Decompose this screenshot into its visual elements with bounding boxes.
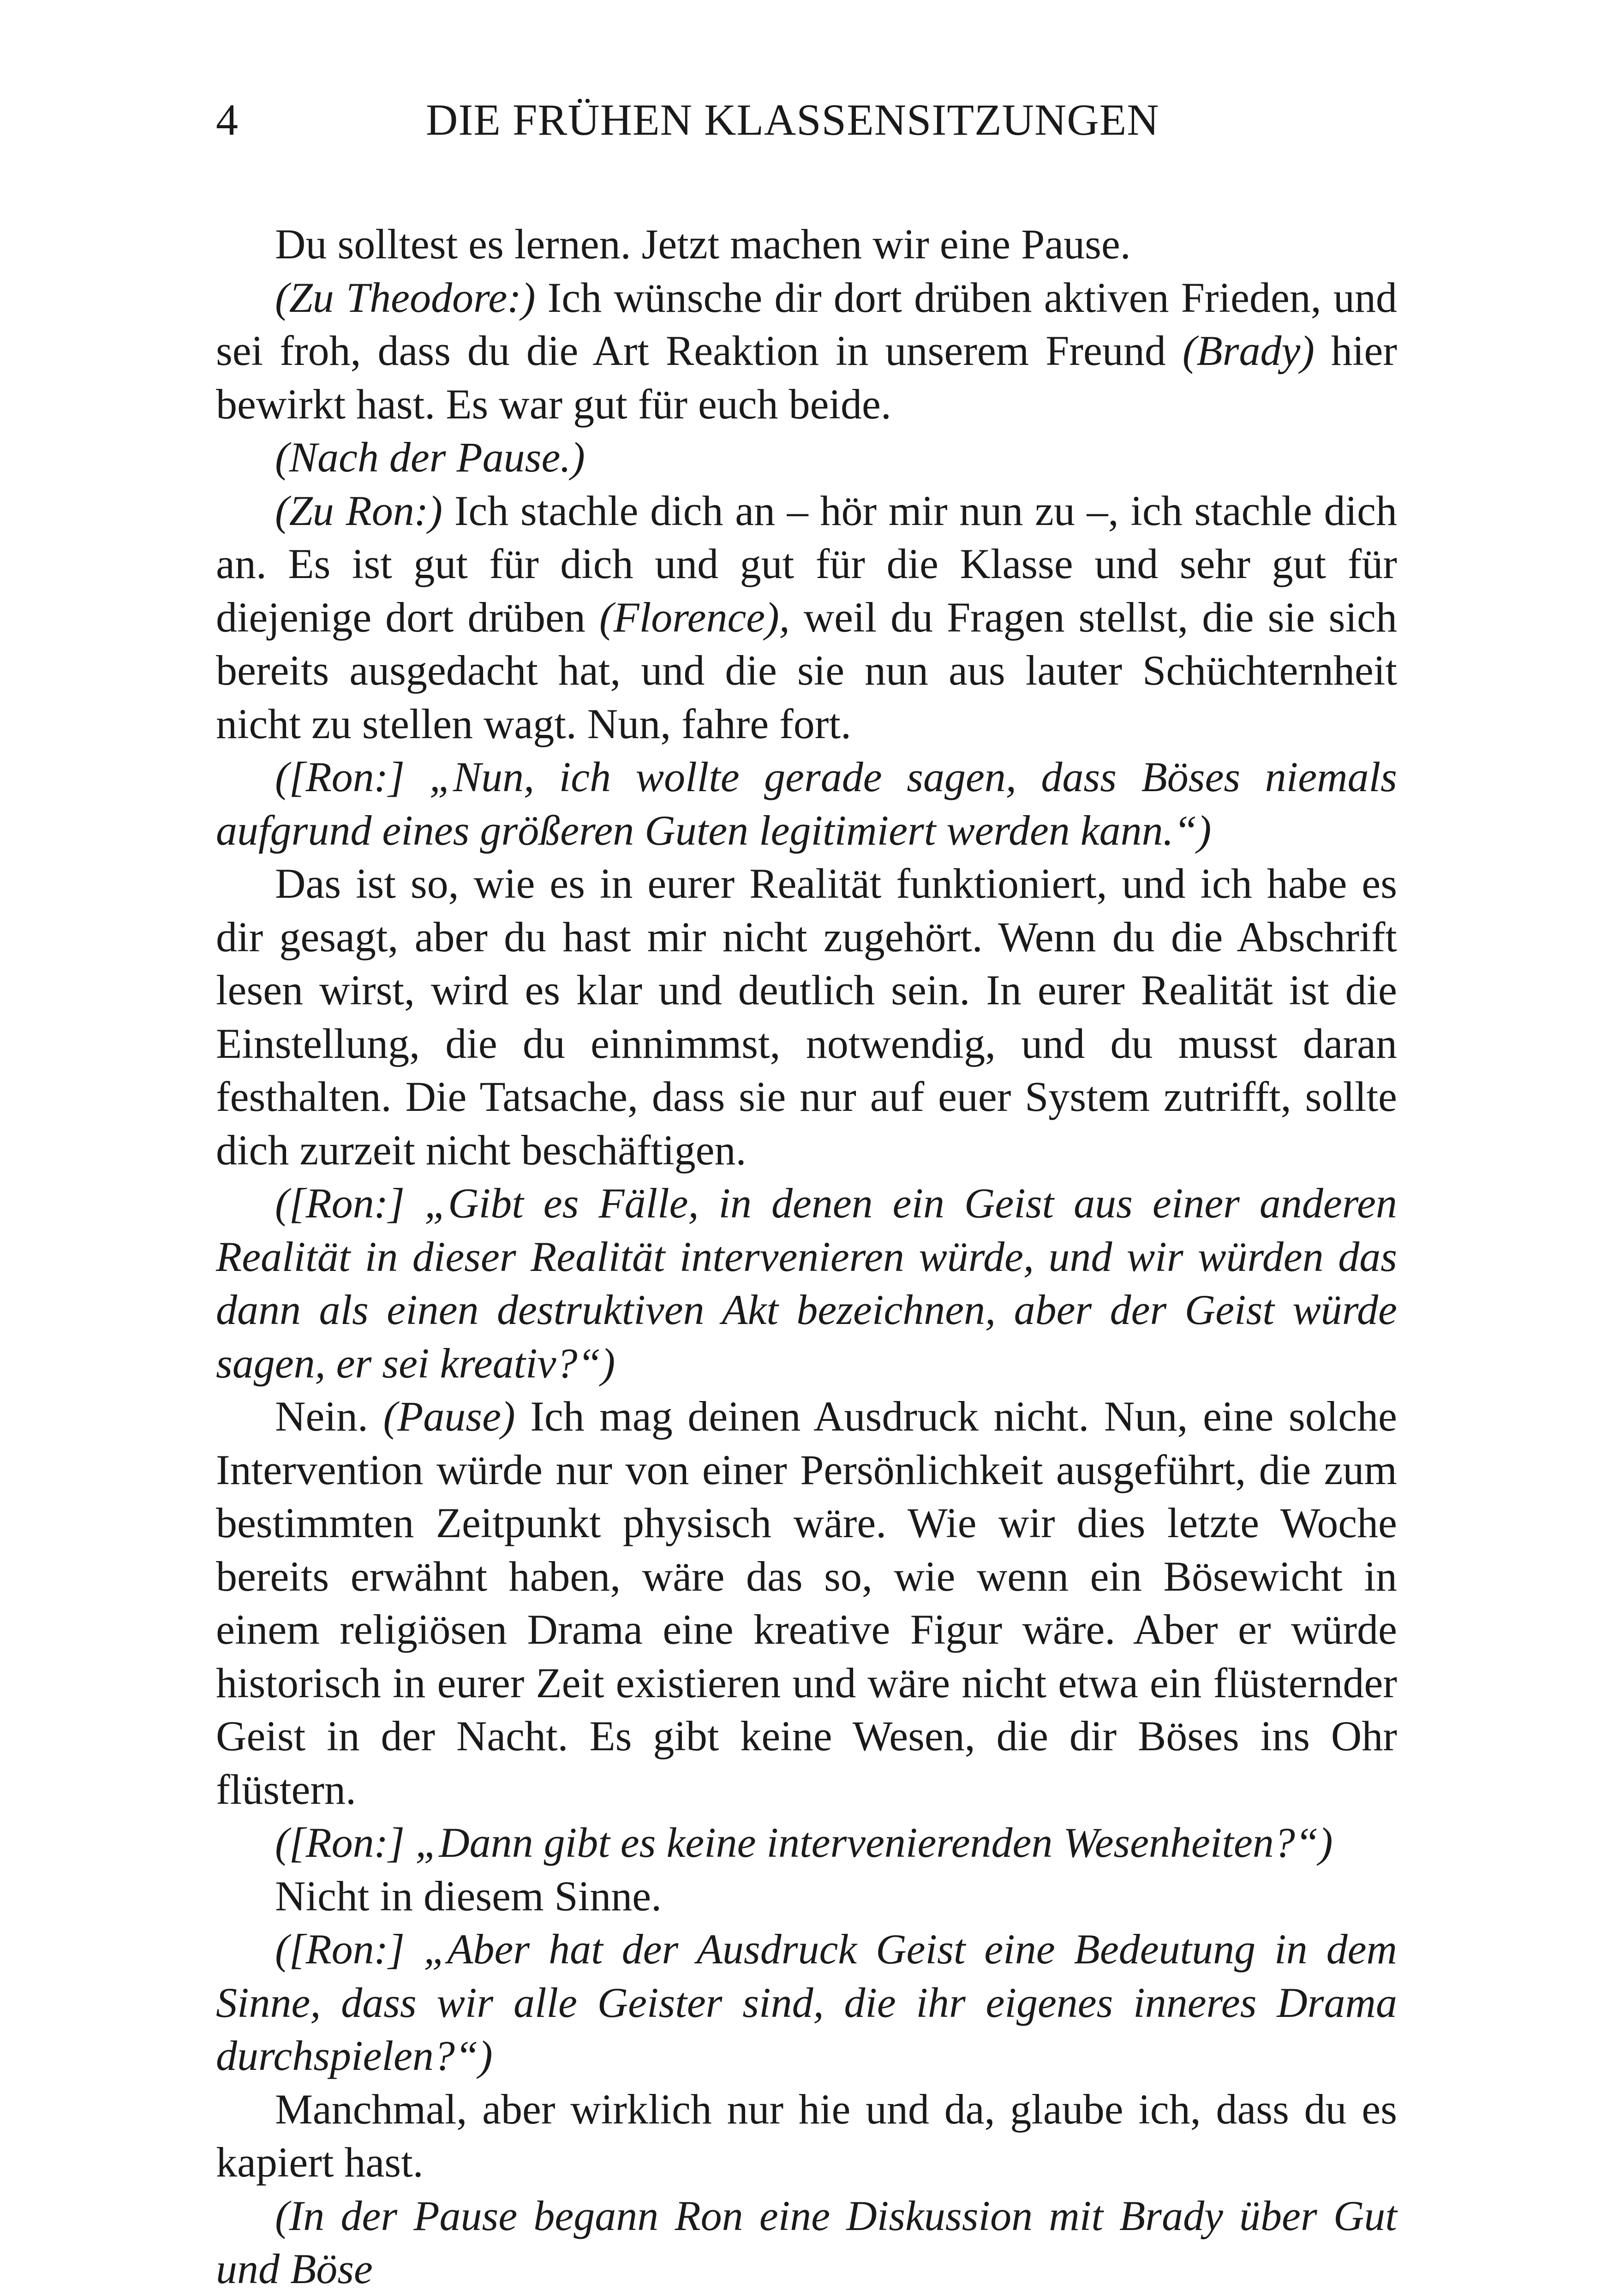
stage-direction-paragraph: (In der Pause begann Ron eine Diskussion mit Brady über Gut und Böse	[216, 2192, 1397, 2292]
question-paragraph: ([Ron:] „Nun, ich wollte gerade sagen, dass Böses niemals aufgrund eines größeren Guten legitimiert werden kann.“)	[216, 753, 1397, 854]
running-head: DIE FRÜHEN KLASSENSITZUNGEN	[426, 95, 1159, 144]
paragraph: (Zu Theodore:) Ich wünsche dir dort drüben aktiven Frieden, und sei froh, dass du die Art Reaktion in unserem Freund (Brady) hier bewirkt hast. Es war gut für euch beide.	[216, 274, 1397, 428]
stage-direction: (Zu Theodore:)	[275, 274, 536, 321]
paragraph: Das ist so, wie es in eurer Realität funktioniert, und ich habe es dir gesagt, aber du hast mir nicht zugehört. Wenn du die Abschrift lesen wirst, wird es klar und deutlich sein. In eurer Realität ist die Einstellung, die du einnimmst, notwendig, und du musst daran festhalten. Die Tatsache, dass sie nur auf euer System zutrifft, sollte dich zurzeit nicht beschäftigen.	[216, 860, 1397, 1174]
paragraph: (Zu Ron:) Ich stachle dich an – hör mir nun zu –, ich stachle dich an. Es ist gut für dich und gut für die Klasse und sehr gut für diejenige dort drüben (Florence), weil du Fragen stellst, die sie sich bereits ausgedacht hat, und die sie nun aus lauter Schüchternheit nicht zu stellen wagt. Nun, fahre fort.	[216, 487, 1397, 747]
stage-direction: (Pause)	[383, 1393, 515, 1440]
body-text	[216, 218, 1397, 2296]
page-header	[216, 92, 1397, 148]
paragraph: Du solltest es lernen. Jetzt machen wir eine Pause.	[275, 221, 1131, 268]
paragraph: Manchmal, aber wirklich nur hie und da, glaube ich, dass du es kapiert hast.	[216, 2085, 1397, 2186]
page-number: 4	[216, 95, 238, 144]
stage-direction: (Brady)	[1182, 327, 1314, 374]
paragraph: Nicht in diesem Sinne.	[275, 1872, 662, 1920]
question-paragraph: ([Ron:] „Dann gibt es keine intervenierenden Wesenheiten?“)	[275, 1819, 1333, 1866]
question-paragraph: ([Ron:] „Aber hat der Ausdruck Geist eine Bedeutung in dem Sinne, dass wir alle Geister sind, die ihr eigenes inneres Drama durchspielen?“)	[216, 1926, 1397, 2079]
paragraph: Nein. (Pause) Ich mag deinen Ausdruck nicht. Nun, eine solche Intervention würde nur von einer Persönlichkeit ausgeführt, die zum bestimmten Zeitpunkt physisch wäre. Wie wir dies letzte Woche bereits erwähnt haben, wäre das so, wie wenn ein Bösewicht in einem religiösen Drama eine kreative Figur wäre. Aber er würde historisch in eurer Zeit existieren und wäre nicht etwa ein flüsternder Geist in der Nacht. Es gibt keine Wesen, die dir Böses ins Ohr flüstern.	[216, 1393, 1397, 1813]
stage-direction-paragraph: (Nach der Pause.)	[275, 434, 585, 481]
stage-direction: (Zu Ron:)	[275, 487, 442, 534]
question-paragraph: ([Ron:] „Gibt es Fälle, in denen ein Geist aus einer anderen Realität in dieser Realität intervenieren würde, und wir würden das dann als einen destruktiven Akt bezeichnen, aber der Geist würde sagen, er sei kreativ?“)	[216, 1180, 1397, 1387]
stage-direction: (Florence),	[599, 593, 790, 641]
